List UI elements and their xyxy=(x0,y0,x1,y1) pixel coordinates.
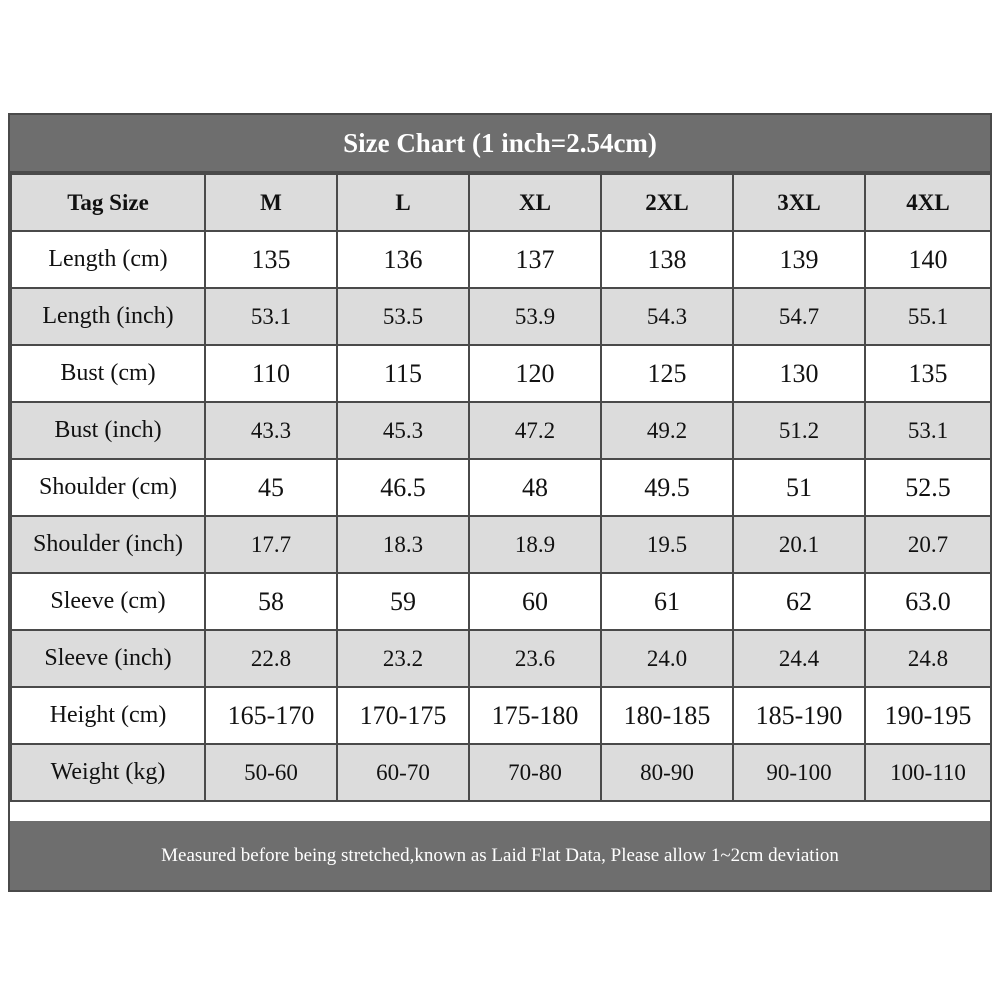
table-cell: 51.2 xyxy=(733,402,865,459)
table-cell: 80-90 xyxy=(601,744,733,801)
table-cell: 18.3 xyxy=(337,516,469,573)
table-cell: 59 xyxy=(337,573,469,630)
table-cell: 46.5 xyxy=(337,459,469,516)
row-label: Length (inch) xyxy=(11,288,205,345)
table-cell: 61 xyxy=(601,573,733,630)
table-cell: 23.2 xyxy=(337,630,469,687)
table-cell: 140 xyxy=(865,231,991,288)
table-cell: 43.3 xyxy=(205,402,337,459)
size-header-2xl: 2XL xyxy=(601,174,733,231)
table-row-weight-kg xyxy=(11,744,991,801)
table-cell: 135 xyxy=(865,345,991,402)
table-cell: 60 xyxy=(469,573,601,630)
table-row-sleeve-inch xyxy=(11,630,991,687)
table-cell: 70-80 xyxy=(469,744,601,801)
table-cell: 48 xyxy=(469,459,601,516)
table-cell: 100-110 xyxy=(865,744,991,801)
table-cell: 52.5 xyxy=(865,459,991,516)
row-label: Shoulder (cm) xyxy=(11,459,205,516)
table-cell: 24.0 xyxy=(601,630,733,687)
table-cell: 53.1 xyxy=(205,288,337,345)
table-row-shoulder-inch xyxy=(11,516,991,573)
table-cell: 50-60 xyxy=(205,744,337,801)
table-header-row xyxy=(11,174,991,231)
table-cell: 17.7 xyxy=(205,516,337,573)
size-header-3xl: 3XL xyxy=(733,174,865,231)
table-cell: 190-195 xyxy=(865,687,991,744)
table-cell: 136 xyxy=(337,231,469,288)
row-label: Shoulder (inch) xyxy=(11,516,205,573)
table-cell: 60-70 xyxy=(337,744,469,801)
table-cell: 53.1 xyxy=(865,402,991,459)
table-cell: 23.6 xyxy=(469,630,601,687)
table-cell: 45.3 xyxy=(337,402,469,459)
table-cell: 53.5 xyxy=(337,288,469,345)
table-cell: 49.5 xyxy=(601,459,733,516)
table-cell: 125 xyxy=(601,345,733,402)
measurement-note: Measured before being stretched,known as Laid Flat Data, Please allow 1~2cm deviation xyxy=(10,821,990,890)
table-row-height-cm xyxy=(11,687,991,744)
table-cell: 139 xyxy=(733,231,865,288)
table-cell: 180-185 xyxy=(601,687,733,744)
table-cell: 24.4 xyxy=(733,630,865,687)
size-header-xl: XL xyxy=(469,174,601,231)
tag-size-header: Tag Size xyxy=(11,174,205,231)
table-cell: 63.0 xyxy=(865,573,991,630)
table-cell: 54.7 xyxy=(733,288,865,345)
table-cell: 22.8 xyxy=(205,630,337,687)
table-row-shoulder-cm xyxy=(11,459,991,516)
row-label: Sleeve (inch) xyxy=(11,630,205,687)
size-chart xyxy=(8,113,992,892)
row-label: Length (cm) xyxy=(11,231,205,288)
table-cell: 18.9 xyxy=(469,516,601,573)
table-cell: 20.7 xyxy=(865,516,991,573)
size-header-4xl: 4XL xyxy=(865,174,991,231)
table-cell: 45 xyxy=(205,459,337,516)
table-cell: 55.1 xyxy=(865,288,991,345)
table-row-sleeve-cm xyxy=(11,573,991,630)
table-row-length-cm xyxy=(11,231,991,288)
row-label: Weight (kg) xyxy=(11,744,205,801)
table-cell: 137 xyxy=(469,231,601,288)
table-cell: 185-190 xyxy=(733,687,865,744)
table-cell: 115 xyxy=(337,345,469,402)
table-cell: 90-100 xyxy=(733,744,865,801)
row-label: Height (cm) xyxy=(11,687,205,744)
table-cell: 130 xyxy=(733,345,865,402)
table-cell: 170-175 xyxy=(337,687,469,744)
table-cell: 58 xyxy=(205,573,337,630)
table-cell: 19.5 xyxy=(601,516,733,573)
table-row-length-inch xyxy=(11,288,991,345)
table-cell: 175-180 xyxy=(469,687,601,744)
table-cell: 20.1 xyxy=(733,516,865,573)
table-cell: 47.2 xyxy=(469,402,601,459)
table-cell: 138 xyxy=(601,231,733,288)
table-cell: 49.2 xyxy=(601,402,733,459)
table-cell: 54.3 xyxy=(601,288,733,345)
table-row-bust-inch xyxy=(11,402,991,459)
size-chart-title: Size Chart (1 inch=2.54cm) xyxy=(10,115,990,173)
row-label: Sleeve (cm) xyxy=(11,573,205,630)
table-cell: 165-170 xyxy=(205,687,337,744)
row-label: Bust (inch) xyxy=(11,402,205,459)
size-table xyxy=(10,173,992,802)
table-cell: 62 xyxy=(733,573,865,630)
table-cell: 53.9 xyxy=(469,288,601,345)
table-cell: 51 xyxy=(733,459,865,516)
table-cell: 120 xyxy=(469,345,601,402)
size-header-m: M xyxy=(205,174,337,231)
table-cell: 24.8 xyxy=(865,630,991,687)
table-row-bust-cm xyxy=(11,345,991,402)
table-cell: 135 xyxy=(205,231,337,288)
row-label: Bust (cm) xyxy=(11,345,205,402)
table-cell: 110 xyxy=(205,345,337,402)
size-header-l: L xyxy=(337,174,469,231)
